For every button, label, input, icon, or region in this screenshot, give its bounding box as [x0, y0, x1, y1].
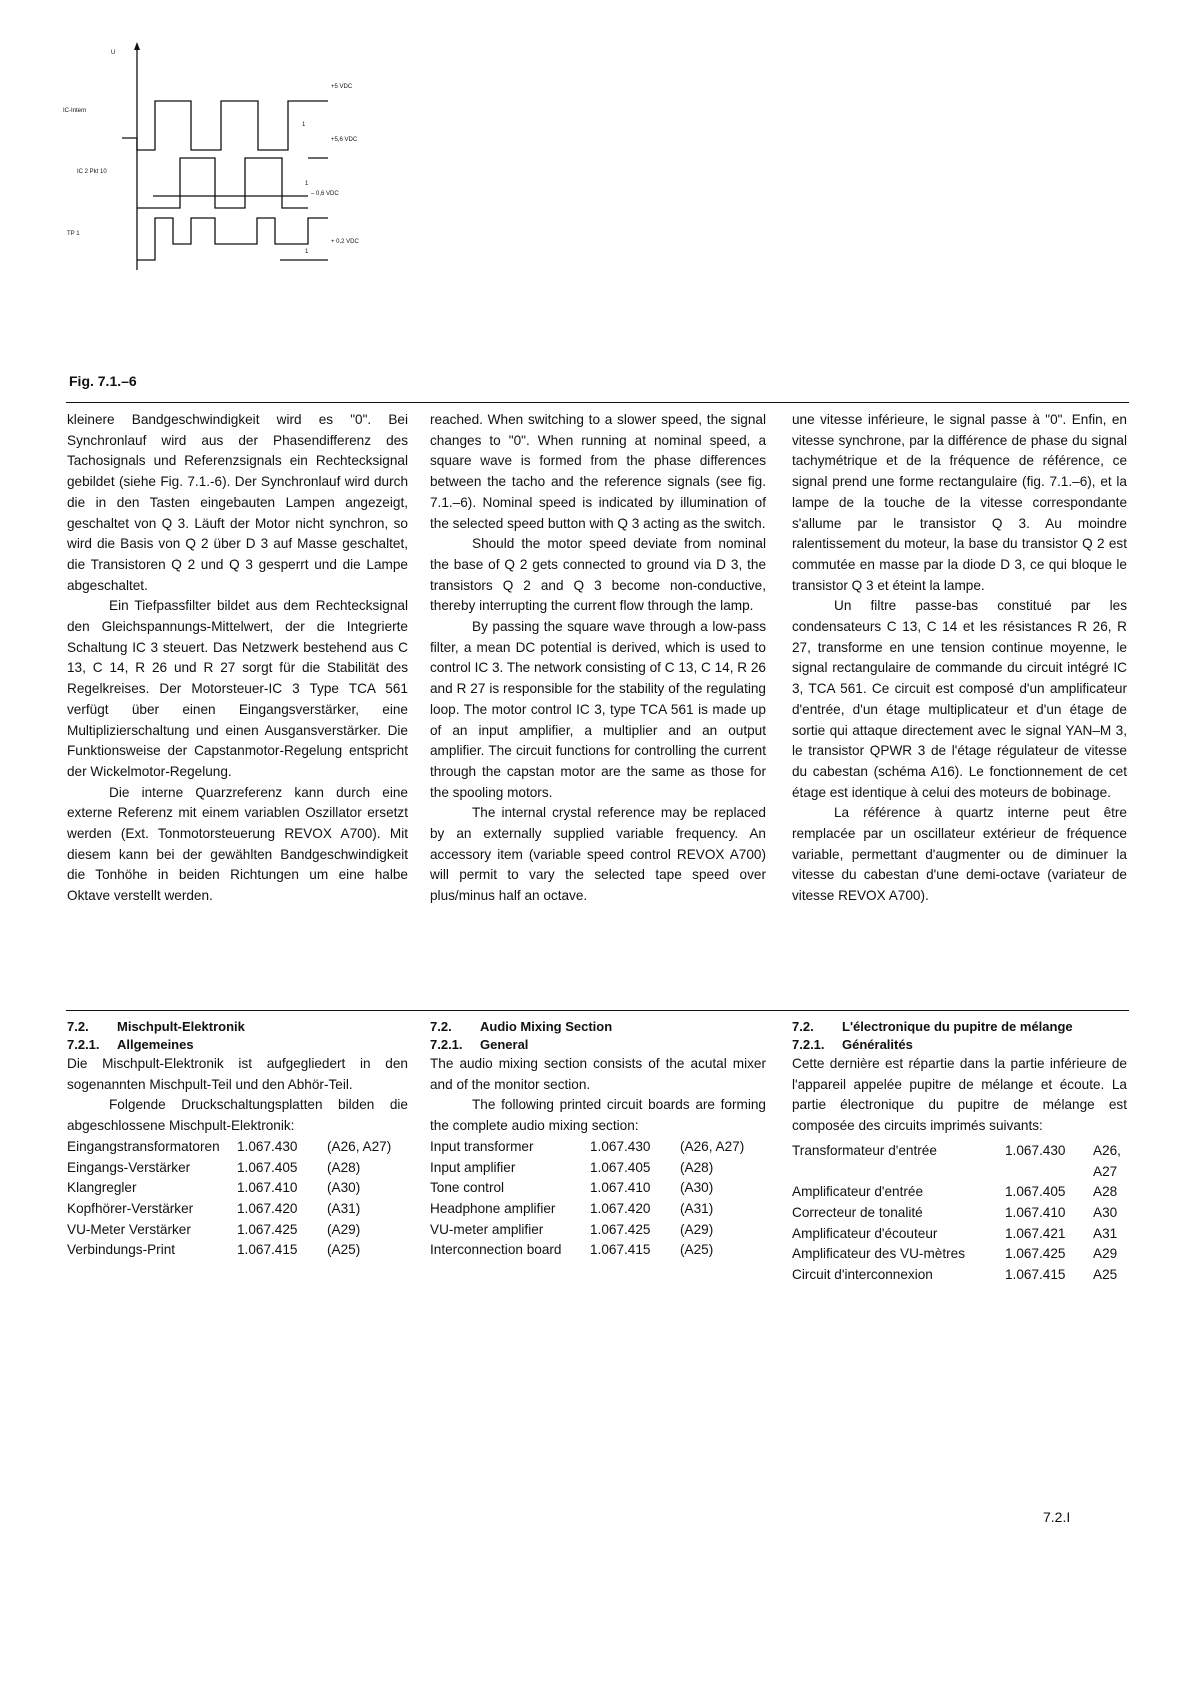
german-board-table [67, 1137, 391, 1261]
table-row: Eingangstransformatoren 1.067.430 (A26, A27) [67, 1138, 392, 1154]
table-row: Tone control 1.067.410 (A30) [430, 1180, 714, 1196]
trace-label-ic2: IC 2 Pkt 10 [77, 169, 107, 175]
table-row: Eingangs-Verstärker 1.067.405 (A28) [67, 1159, 361, 1175]
figure-caption: Fig. 7.1.–6 [69, 373, 137, 389]
axis-arrow-icon [134, 42, 140, 50]
table-row: Transformateur d'entrée 1.067.430 A26, A27 [792, 1142, 1121, 1179]
subsection-heading: 7.2.1. General [430, 1037, 529, 1052]
level-mark: 1 [302, 122, 306, 128]
trace-label-ic-intern: IC-Intern [63, 108, 87, 114]
french-section: 7.2. L'électronique du pupitre de mélange 7.2.1. Généralités Cette dernière est répartie dans la partie inférieure de l'appareil appelée pupitre de mélange et écoute. La partie électronique du pupitre de mélange est composée des circuits imprimés suivants: Transformateur d'entrée 1.067.430 A26, A27 Amplificateur d'entrée 1.067.405 A28 Correcteur de tonalité 1.067.410 A30 Amplificateur d'écouteur 1.067.421 A31 Amplificateur des VU-mètres 1.067.425 A29 Circuit d'interconnexion 1.067.415 A25 [792, 1018, 1127, 1286]
table-row: Headphone amplifier 1.067.420 (A31) [430, 1200, 714, 1216]
table-row: VU-meter amplifier 1.067.425 (A29) [430, 1221, 714, 1237]
table-row: Amplificateur des VU-mètres 1.067.425 A29 [792, 1246, 1118, 1262]
table-row: Input transformer 1.067.430 (A26, A27) [430, 1138, 745, 1154]
trace-ic-intern [122, 101, 328, 150]
subsection-heading: 7.2.1. Généralités [792, 1037, 913, 1052]
trace-label-tp1: TP 1 [67, 231, 80, 237]
table-row: Circuit d'interconnexion 1.067.415 A25 [792, 1267, 1118, 1283]
table-row: Amplificateur d'écouteur 1.067.421 A31 [792, 1225, 1118, 1241]
table-row: Verbindungs-Print 1.067.415 (A25) [67, 1242, 361, 1258]
french-continued-text: une vitesse inférieure, le signal passe à "0". Enfin, en vitesse synchrone, par la différence de phase du signal tachymétrique et de la fréquence de référence, ce signal prend une forme rectangulaire (fig. 7.1.–6), et la lampe de la touche de la vitesse correspondante s'allume par le transistor Q 3. Au moindre ralentissement du moteur, la base du transistor Q 2 est commutée en masse par la diode D 3, ce qui bloque le transistor Q 3 et éteint la lampe. Un filtre passe-bas constitué par les condensateurs C 13, C 14 et les résistances R 26, R 27, transforme en une tension continue moyenne, le signal rectangulaire de commande du circuit intégré IC 3, TCA 561. Ce circuit est composé d'un amplificateur d'entrée, d'un étage multiplicateur et d'un étage de sortie qui attaque directement avec le signal YAN–M 3, le transistor QPWR 3 de l'étage régulateur de vitesse du cabestan (schéma A16). Le fonctionnement de cet étage est identique à celui des moteurs de bobinage. La référence à quartz interne peut être remplacée par un oscillateur extérieur de fréquence variable, permettant d'augmenter ou de diminuer la vitesse du cabestan d'une demi-octave (variateur de vitesse REVOX A700). [792, 412, 1127, 904]
section-heading: 7.2. Audio Mixing Section [430, 1019, 613, 1034]
german-continued-text: kleinere Bandgeschwindigkeit wird es "0". Bei Synchronlauf wird aus der Phasendifferenz des Tachosignals und Referenzsignals ein Rechtecksignal gebildet (siehe Fig. 7.1.-6). Der Synchronlauf wird durch die in den Tasten eingebauten Lampen angezeigt, geschaltet von Q 3. Läuft der Motor nicht synchron, so wird die Basis von Q 2 über D 3 auf Masse geschaltet, die Transistoren Q 2 und Q 3 gesperrt und die Lampe abgeschaltet. Ein Tiefpassfilter bildet aus dem Rechtecksignal den Gleichspannungs-Mittelwert, der die Integrierte Schaltung IC 3 steuert. Das Netzwerk bestehend aus C 13, C 14, R 26 und R 27 sorgt für die Stabilität des Regelkreises. Der Motorsteuer-IC 3 Type TCA 561 verfügt über einen Eingangsverstärker, eine Multiplizierschaltung und einen Ausgansverstärker. Die Funktionsweise der Capstanmotor-Regelung entspricht der Wickelmotor-Regelung. Die interne Quarzreferenz kann durch eine externe Referenz mit einem variablen Oszillator ersetzt werden (Ext. Tonmotorsteuerung REVOX A700). Mit diesem kann bei der gewählten Bandgeschwindigkeit die Tonhöhe in beiden Richtungen um eine halbe Oktave verstellt werden. [67, 412, 408, 904]
top-rule [66, 402, 1129, 403]
page-number: 7.2.I [1043, 1509, 1071, 1525]
level-0-6vdc: – 0,6 VDC [311, 191, 339, 197]
trace-tp1 [137, 218, 328, 260]
table-row: Input amplifier 1.067.405 (A28) [430, 1159, 714, 1175]
level-0-2vdc: + 0,2 VDC [331, 239, 359, 245]
axis-label: U [111, 50, 116, 56]
section-heading: 7.2. Mischpult-Elektronik [67, 1019, 245, 1034]
english-section: 7.2. Audio Mixing Section 7.2.1. General The audio mixing section consists of the acutal mixer and of the monitor section. The following printed circuit boards are forming the complete audio mixing section: Input transformer 1.067.430 (A26, A27) Input amplifier 1.067.405 (A28) Tone control 1.067.410 (A30) Headphone amplifier 1.067.420 (A31) VU-meter amplifier 1.067.425 (A29) Interconnection board 1.067.415 (A25) [430, 1018, 766, 1261]
table-row: Interconnection board 1.067.415 (A25) [430, 1242, 714, 1258]
level-mark: 1 [305, 249, 309, 255]
table-row: Correcteur de tonalité 1.067.410 A30 [792, 1204, 1118, 1220]
trace-ic2-pkt10 [137, 158, 308, 208]
french-board-table [792, 1141, 1127, 1286]
table-row: Kopfhörer-Verstärker 1.067.420 (A31) [67, 1200, 361, 1216]
subsection-heading: 7.2.1. Allgemeines [67, 1037, 194, 1052]
table-row: Amplificateur d'entrée 1.067.405 A28 [792, 1184, 1118, 1200]
section-rule [66, 1010, 1129, 1011]
table-row: VU-Meter Verstärker 1.067.425 (A29) [67, 1221, 361, 1237]
level-5-6vdc: +5,6 VDC [331, 137, 358, 143]
german-section: 7.2. Mischpult-Elektronik 7.2.1. Allgemeines Die Mischpult-Elektronik ist aufgegliedert in den sogenannten Mischpult-Teil und den Abhör-Teil. Folgende Druckschaltungsplatten bilden die abgeschlossene Mischpult-Elektronik: Eingangstransformatoren 1.067.430 (A26, A27) Eingangs-Verstärker 1.067.405 (A28) Klangregler 1.067.410 (A30) Kopfhörer-Verstärker 1.067.420 (A31) VU-Meter Verstärker 1.067.425 (A29) Verbindungs-Print 1.067.415 (A25) [67, 1018, 408, 1261]
english-board-table [430, 1137, 744, 1261]
timing-diagram [55, 40, 385, 280]
english-continued-text: reached. When switching to a slower speed, the signal changes to "0". When running at nominal speed, a square wave is formed from the phase differences between the tacho and the reference signals (see fig. 7.1.–6). Nominal speed is indicated by illumination of the selected speed button with Q 3 acting as the switch. Should the motor speed deviate from nominal the base of Q 2 gets connected to ground via D 3, the transistors Q 2 and Q 3 become non-conductive, thereby interrupting the current flow through the lamp. By passing the square wave through a low-pass filter, a mean DC potential is derived, which is used to control IC 3. The network consisting of C 13, C 14, R 26 and R 27 is responsible for the stability of the regulating loop. The motor control IC 3, type TCA 561 is made up of an input amplifier, a multiplier and an output amplifier. The circuit functions for controlling the current through the capstan motor are the same as those for the spooling motors. The internal crystal reference may be replaced by an externally supplied variable frequency. An accessory item (variable speed control REVOX A700) will permit to vary the selected tape speed over plus/minus half an octave. [430, 412, 766, 904]
level-mark: 1 [305, 181, 309, 187]
level-5vdc: +5 VDC [331, 84, 353, 90]
section-heading: 7.2. L'électronique du pupitre de mélange [792, 1019, 1073, 1034]
table-row: Klangregler 1.067.410 (A30) [67, 1180, 361, 1196]
